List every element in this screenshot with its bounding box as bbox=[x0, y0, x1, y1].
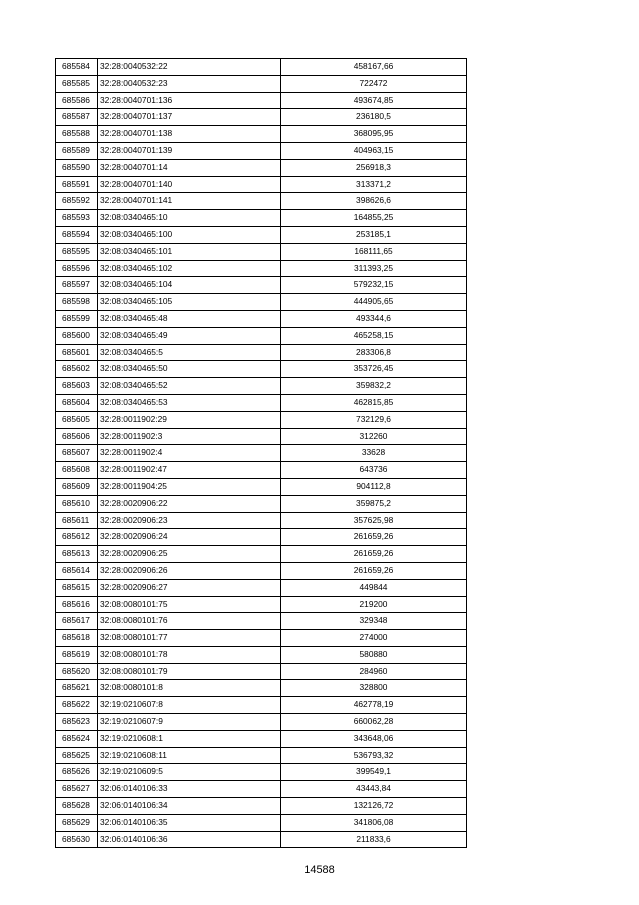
row-index-cell: 685596 bbox=[56, 260, 98, 277]
value-cell: 353726,45 bbox=[281, 361, 467, 378]
cadastral-number-cell: 32:08:0080101:77 bbox=[98, 630, 281, 647]
cadastral-number-cell: 32:28:0040701:137 bbox=[98, 109, 281, 126]
row-index-cell: 685584 bbox=[56, 59, 98, 76]
cadastral-number-cell: 32:28:0020906:25 bbox=[98, 546, 281, 563]
table-row bbox=[56, 361, 467, 378]
table-row bbox=[56, 226, 467, 243]
cadastral-number-cell: 32:08:0340465:10 bbox=[98, 210, 281, 227]
value-cell: 404963,15 bbox=[281, 142, 467, 159]
cadastral-number-cell: 32:06:0140106:36 bbox=[98, 831, 281, 848]
cadastral-number-cell: 32:28:0020906:24 bbox=[98, 529, 281, 546]
cadastral-number-cell: 32:08:0080101:79 bbox=[98, 663, 281, 680]
row-index-cell: 685601 bbox=[56, 344, 98, 361]
cadastral-number-cell: 32:08:0080101:76 bbox=[98, 613, 281, 630]
row-index-cell: 685614 bbox=[56, 562, 98, 579]
row-index-cell: 685604 bbox=[56, 394, 98, 411]
row-index-cell: 685626 bbox=[56, 764, 98, 781]
row-index-cell: 685597 bbox=[56, 277, 98, 294]
cadastral-number-cell: 32:08:0080101:78 bbox=[98, 646, 281, 663]
cadastral-number-cell: 32:28:0011904:25 bbox=[98, 478, 281, 495]
table-row bbox=[56, 109, 467, 126]
value-cell: 261659,26 bbox=[281, 546, 467, 563]
value-cell: 256918,3 bbox=[281, 159, 467, 176]
value-cell: 43443,84 bbox=[281, 781, 467, 798]
cadastral-number-cell: 32:06:0140106:33 bbox=[98, 781, 281, 798]
table-row bbox=[56, 512, 467, 529]
row-index-cell: 685586 bbox=[56, 92, 98, 109]
row-index-cell: 685619 bbox=[56, 646, 98, 663]
cadastral-number-cell: 32:28:0020906:23 bbox=[98, 512, 281, 529]
row-index-cell: 685620 bbox=[56, 663, 98, 680]
table-row bbox=[56, 445, 467, 462]
value-cell: 904112,8 bbox=[281, 478, 467, 495]
row-index-cell: 685627 bbox=[56, 781, 98, 798]
row-index-cell: 685602 bbox=[56, 361, 98, 378]
table-row bbox=[56, 243, 467, 260]
cadastral-number-cell: 32:08:0340465:104 bbox=[98, 277, 281, 294]
cadastral-number-cell: 32:08:0340465:50 bbox=[98, 361, 281, 378]
value-cell: 164855,25 bbox=[281, 210, 467, 227]
value-cell: 357625,98 bbox=[281, 512, 467, 529]
table-row bbox=[56, 378, 467, 395]
cadastral-number-cell: 32:28:0011902:47 bbox=[98, 462, 281, 479]
value-cell: 398626,6 bbox=[281, 193, 467, 210]
table-row bbox=[56, 613, 467, 630]
value-cell: 449844 bbox=[281, 579, 467, 596]
value-cell: 283306,8 bbox=[281, 344, 467, 361]
table-row bbox=[56, 193, 467, 210]
row-index-cell: 685615 bbox=[56, 579, 98, 596]
value-cell: 211833,6 bbox=[281, 831, 467, 848]
value-cell: 493344,6 bbox=[281, 310, 467, 327]
row-index-cell: 685623 bbox=[56, 714, 98, 731]
cadastral-number-cell: 32:08:0340465:100 bbox=[98, 226, 281, 243]
row-index-cell: 685600 bbox=[56, 327, 98, 344]
value-cell: 328800 bbox=[281, 680, 467, 697]
value-cell: 219200 bbox=[281, 596, 467, 613]
cadastral-number-cell: 32:28:0040701:141 bbox=[98, 193, 281, 210]
table-row bbox=[56, 747, 467, 764]
cadastral-number-cell: 32:19:0210608:1 bbox=[98, 730, 281, 747]
cadastral-number-cell: 32:19:0210608:11 bbox=[98, 747, 281, 764]
value-cell: 261659,26 bbox=[281, 529, 467, 546]
value-cell: 253185,1 bbox=[281, 226, 467, 243]
cadastral-number-cell: 32:08:0080101:75 bbox=[98, 596, 281, 613]
row-index-cell: 685617 bbox=[56, 613, 98, 630]
row-index-cell: 685592 bbox=[56, 193, 98, 210]
row-index-cell: 685598 bbox=[56, 294, 98, 311]
value-cell: 313371,2 bbox=[281, 176, 467, 193]
value-cell: 311393,25 bbox=[281, 260, 467, 277]
row-index-cell: 685605 bbox=[56, 411, 98, 428]
table-row bbox=[56, 344, 467, 361]
row-index-cell: 685624 bbox=[56, 730, 98, 747]
cadastral-number-cell: 32:28:0040701:139 bbox=[98, 142, 281, 159]
value-cell: 399549,1 bbox=[281, 764, 467, 781]
page-number: 14588 bbox=[304, 864, 335, 876]
table-row bbox=[56, 764, 467, 781]
row-index-cell: 685613 bbox=[56, 546, 98, 563]
value-cell: 579232,15 bbox=[281, 277, 467, 294]
table-row bbox=[56, 327, 467, 344]
row-index-cell: 685593 bbox=[56, 210, 98, 227]
table-row bbox=[56, 697, 467, 714]
table-body bbox=[56, 59, 467, 848]
table-row bbox=[56, 495, 467, 512]
value-cell: 465258,15 bbox=[281, 327, 467, 344]
cadastral-number-cell: 32:06:0140106:35 bbox=[98, 814, 281, 831]
cadastral-number-cell: 32:28:0020906:27 bbox=[98, 579, 281, 596]
table-row bbox=[56, 663, 467, 680]
row-index-cell: 685616 bbox=[56, 596, 98, 613]
table-row bbox=[56, 596, 467, 613]
table-row bbox=[56, 579, 467, 596]
row-index-cell: 685585 bbox=[56, 75, 98, 92]
row-index-cell: 685612 bbox=[56, 529, 98, 546]
row-index-cell: 685595 bbox=[56, 243, 98, 260]
cadastral-number-cell: 32:28:0020906:22 bbox=[98, 495, 281, 512]
row-index-cell: 685625 bbox=[56, 747, 98, 764]
table-row bbox=[56, 75, 467, 92]
table-row bbox=[56, 546, 467, 563]
cadastral-number-cell: 32:08:0340465:49 bbox=[98, 327, 281, 344]
cadastral-number-cell: 32:28:0040701:14 bbox=[98, 159, 281, 176]
cadastral-number-cell: 32:28:0040532:22 bbox=[98, 59, 281, 76]
table-row bbox=[56, 462, 467, 479]
cadastral-number-cell: 32:28:0020906:26 bbox=[98, 562, 281, 579]
table-row bbox=[56, 529, 467, 546]
table-row bbox=[56, 730, 467, 747]
table-row bbox=[56, 630, 467, 647]
row-index-cell: 685591 bbox=[56, 176, 98, 193]
value-cell: 312260 bbox=[281, 428, 467, 445]
cadastral-number-cell: 32:28:0040701:138 bbox=[98, 126, 281, 143]
row-index-cell: 685594 bbox=[56, 226, 98, 243]
cadastral-number-cell: 32:28:0040701:140 bbox=[98, 176, 281, 193]
table-row bbox=[56, 142, 467, 159]
cadastral-number-cell: 32:19:0210607:9 bbox=[98, 714, 281, 731]
cadastral-number-cell: 32:08:0340465:105 bbox=[98, 294, 281, 311]
table-row bbox=[56, 394, 467, 411]
table-row bbox=[56, 562, 467, 579]
row-index-cell: 685603 bbox=[56, 378, 98, 395]
row-index-cell: 685611 bbox=[56, 512, 98, 529]
value-cell: 359832,2 bbox=[281, 378, 467, 395]
table-row bbox=[56, 411, 467, 428]
row-index-cell: 685628 bbox=[56, 798, 98, 815]
table-row bbox=[56, 680, 467, 697]
row-index-cell: 685587 bbox=[56, 109, 98, 126]
row-index-cell: 685621 bbox=[56, 680, 98, 697]
cadastral-number-cell: 32:08:0080101:8 bbox=[98, 680, 281, 697]
value-cell: 168111,65 bbox=[281, 243, 467, 260]
value-cell: 329348 bbox=[281, 613, 467, 630]
value-cell: 536793,32 bbox=[281, 747, 467, 764]
cadastral-number-cell: 32:19:0210609:5 bbox=[98, 764, 281, 781]
table-row bbox=[56, 310, 467, 327]
cadastral-number-cell: 32:08:0340465:102 bbox=[98, 260, 281, 277]
row-index-cell: 685608 bbox=[56, 462, 98, 479]
value-cell: 580880 bbox=[281, 646, 467, 663]
cadastral-number-cell: 32:28:0040532:23 bbox=[98, 75, 281, 92]
row-index-cell: 685589 bbox=[56, 142, 98, 159]
table-row bbox=[56, 59, 467, 76]
table-row bbox=[56, 428, 467, 445]
value-cell: 732129,6 bbox=[281, 411, 467, 428]
value-cell: 444905,65 bbox=[281, 294, 467, 311]
cadastral-number-cell: 32:08:0340465:52 bbox=[98, 378, 281, 395]
value-cell: 33628 bbox=[281, 445, 467, 462]
value-cell: 458167,66 bbox=[281, 59, 467, 76]
cadastral-number-cell: 32:08:0340465:53 bbox=[98, 394, 281, 411]
value-cell: 132126,72 bbox=[281, 798, 467, 815]
row-index-cell: 685630 bbox=[56, 831, 98, 848]
table-row bbox=[56, 814, 467, 831]
row-index-cell: 685618 bbox=[56, 630, 98, 647]
table-row bbox=[56, 210, 467, 227]
table-row bbox=[56, 277, 467, 294]
value-cell: 236180,5 bbox=[281, 109, 467, 126]
cadastral-number-cell: 32:06:0140106:34 bbox=[98, 798, 281, 815]
value-cell: 343648,06 bbox=[281, 730, 467, 747]
cadastral-number-cell: 32:28:0011902:29 bbox=[98, 411, 281, 428]
table-row bbox=[56, 781, 467, 798]
value-cell: 660062,28 bbox=[281, 714, 467, 731]
table-row bbox=[56, 176, 467, 193]
table-row bbox=[56, 478, 467, 495]
row-index-cell: 685599 bbox=[56, 310, 98, 327]
row-index-cell: 685610 bbox=[56, 495, 98, 512]
value-cell: 462778,19 bbox=[281, 697, 467, 714]
value-cell: 493674,85 bbox=[281, 92, 467, 109]
cadastral-number-cell: 32:08:0340465:101 bbox=[98, 243, 281, 260]
table-row bbox=[56, 260, 467, 277]
cadastral-number-cell: 32:28:0011902:3 bbox=[98, 428, 281, 445]
table-row bbox=[56, 294, 467, 311]
value-cell: 261659,26 bbox=[281, 562, 467, 579]
cadastral-number-cell: 32:08:0340465:5 bbox=[98, 344, 281, 361]
cadastral-number-cell: 32:28:0040701:136 bbox=[98, 92, 281, 109]
row-index-cell: 685606 bbox=[56, 428, 98, 445]
table-row bbox=[56, 646, 467, 663]
row-index-cell: 685588 bbox=[56, 126, 98, 143]
table-row bbox=[56, 831, 467, 848]
row-index-cell: 685590 bbox=[56, 159, 98, 176]
value-cell: 284960 bbox=[281, 663, 467, 680]
table-row bbox=[56, 714, 467, 731]
value-cell: 341806,08 bbox=[281, 814, 467, 831]
row-index-cell: 685607 bbox=[56, 445, 98, 462]
row-index-cell: 685629 bbox=[56, 814, 98, 831]
row-index-cell: 685622 bbox=[56, 697, 98, 714]
table-row bbox=[56, 159, 467, 176]
table-row bbox=[56, 126, 467, 143]
data-table bbox=[55, 58, 467, 848]
cadastral-number-cell: 32:19:0210607:8 bbox=[98, 697, 281, 714]
row-index-cell: 685609 bbox=[56, 478, 98, 495]
cadastral-number-cell: 32:28:0011902:4 bbox=[98, 445, 281, 462]
table-row bbox=[56, 92, 467, 109]
value-cell: 722472 bbox=[281, 75, 467, 92]
table-row bbox=[56, 798, 467, 815]
value-cell: 462815,85 bbox=[281, 394, 467, 411]
cadastral-number-cell: 32:08:0340465:48 bbox=[98, 310, 281, 327]
value-cell: 359875,2 bbox=[281, 495, 467, 512]
value-cell: 643736 bbox=[281, 462, 467, 479]
value-cell: 274000 bbox=[281, 630, 467, 647]
value-cell: 368095,95 bbox=[281, 126, 467, 143]
